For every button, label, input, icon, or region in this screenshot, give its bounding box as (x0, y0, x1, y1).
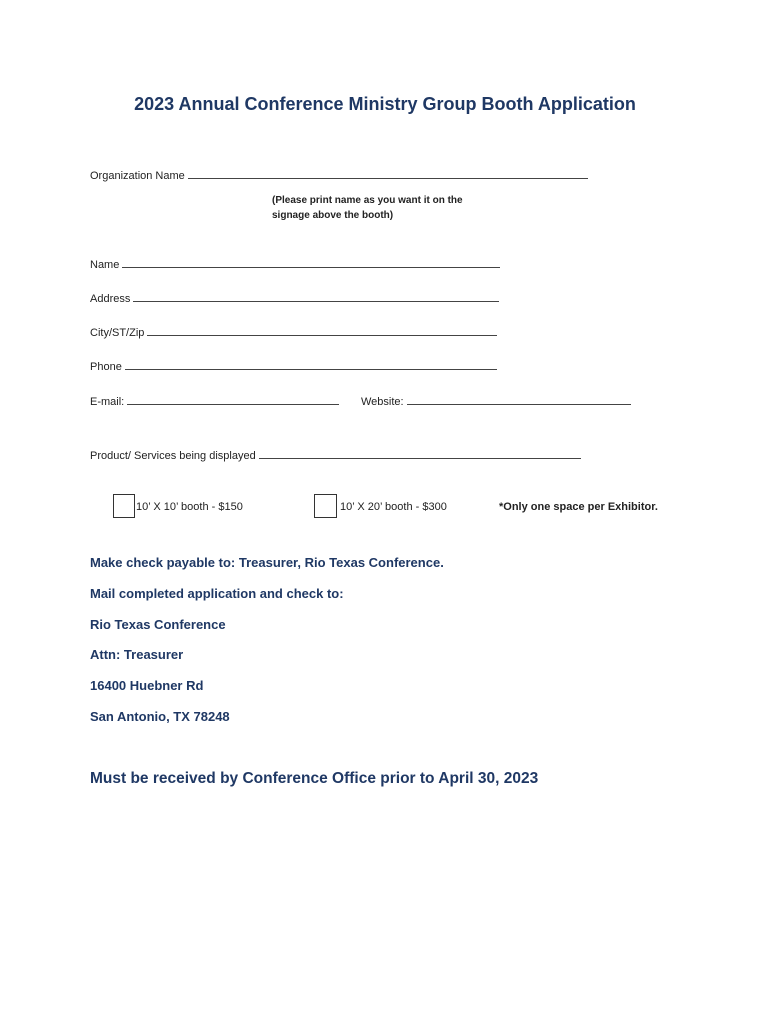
website-row (361, 393, 631, 408)
deadline-text: Must be received by Conference Office prior to April 30, 2023 (90, 770, 539, 787)
page-title: 2023 Annual Conference Ministry Group Booth Application (134, 94, 636, 114)
phone-field[interactable] (125, 358, 497, 370)
org-name-label: Organization Name (90, 170, 185, 182)
booth-10x20-checkbox[interactable] (314, 494, 337, 518)
mail-address-line3: 16400 Huebner Rd (90, 678, 204, 693)
booth-limit-note: *Only one space per Exhibitor. (499, 501, 658, 513)
booth-10x10-label: 10’ X 10’ booth - $150 (136, 501, 243, 513)
email-field[interactable] (127, 393, 339, 405)
website-label: Website: (361, 396, 404, 408)
email-label: E-mail: (90, 396, 125, 408)
mail-address-line2: Attn: Treasurer (90, 647, 184, 662)
email-row (90, 393, 339, 408)
org-name-field[interactable] (188, 167, 588, 179)
org-name-note-line1: (Please print name as you want it on the (272, 195, 463, 206)
products-row (90, 447, 581, 462)
org-name-note (272, 193, 463, 223)
city-label: City/ST/Zip (90, 327, 145, 339)
name-label: Name (90, 259, 120, 271)
booth-10x10-checkbox[interactable] (113, 494, 135, 518)
name-row (90, 256, 500, 271)
phone-row (90, 358, 497, 373)
products-field[interactable] (259, 447, 581, 459)
address-row (90, 290, 499, 305)
mail-address-line4: San Antonio, TX 78248 (90, 709, 230, 724)
website-field[interactable] (407, 393, 631, 405)
check-payable-text: Make check payable to: Treasurer, Rio Texas Conference. (90, 555, 444, 570)
address-label: Address (90, 293, 131, 305)
address-field[interactable] (133, 290, 499, 302)
name-field[interactable] (122, 256, 500, 268)
products-label: Product/ Services being displayed (90, 450, 256, 462)
phone-label: Phone (90, 361, 122, 373)
city-row (90, 324, 497, 339)
mail-to-text: Mail completed application and check to: (90, 586, 344, 601)
org-name-note-line2: signage above the booth) (272, 210, 394, 221)
org-name-row (90, 167, 588, 182)
city-field[interactable] (147, 324, 497, 336)
booth-10x20-label: 10’ X 20’ booth - $300 (340, 501, 447, 513)
mail-address-line1: Rio Texas Conference (90, 617, 226, 632)
